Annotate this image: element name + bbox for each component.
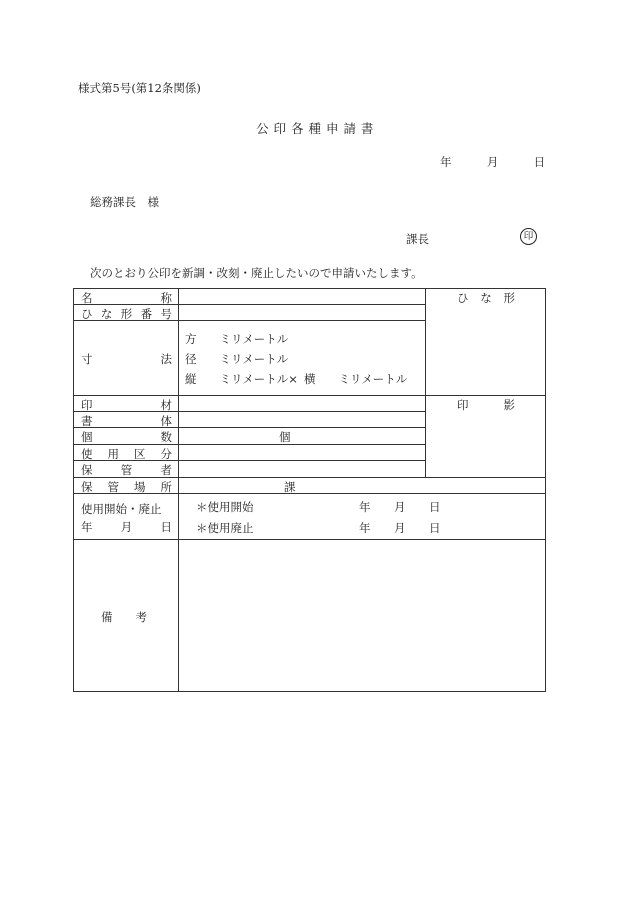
impression-label [457,397,515,413]
label-char: 分 [160,447,172,461]
form-code: 様式第5号(第12条関係) [78,81,201,95]
intro-text: 次のとおり公印を新調・改刻・廃止したいので申請いたします。 [90,266,423,280]
sample-number-label [81,306,172,322]
label-char: な [100,307,113,321]
chief-label: 課長 [406,232,429,246]
label-char: 書 [81,414,93,428]
period-end-label: ＊使用廃止 [196,521,254,535]
date-month: 月 [486,155,499,169]
label-char: 保 [81,480,93,494]
label-char: 名 [81,291,93,305]
period-start-day: 日 [429,500,441,514]
size-label [81,351,172,367]
addressee: 総務課長 様 [90,195,159,209]
date-year: 年 [440,155,452,169]
sample-label [457,290,515,306]
column-divider [425,289,426,477]
size-vertical-line: 縦 ミリメートル× [185,372,298,386]
label-char: 体 [160,414,172,428]
label-char: 備 [101,610,113,624]
label-char: 印 [81,398,93,412]
period-start-month: 月 [394,500,406,514]
period-start-year: 年 [359,500,371,514]
application-form-table [73,288,546,692]
period-end-day: 日 [429,521,441,535]
date-day: 日 [533,155,546,169]
period-label-line2 [81,519,172,535]
label-char: 号 [160,307,172,321]
label-char: 形 [503,291,515,305]
count-label [81,429,172,445]
typeface-label [81,413,172,429]
size-horizontal-line: 横 ミリメートル [304,372,408,386]
label-char: ひ [81,307,93,321]
period-label-line1: 使用開始・廃止 [81,502,162,516]
label-char: 影 [503,398,515,412]
period-start-label: ＊使用開始 [196,500,254,514]
label-char: 称 [160,291,172,305]
label-char: 場 [134,480,146,494]
label-char: 年 [81,520,93,534]
remarks-label [101,609,147,625]
label-char: 番 [140,307,153,321]
label-char: 保 [81,463,93,477]
label-char: 月 [120,520,133,534]
label-char: な [480,291,492,305]
document-title: 公 印 各 種 申 請 書 [256,121,374,136]
usage-label [81,446,172,462]
count-unit: 個 [279,430,291,444]
label-char: 管 [107,480,119,494]
table-divider [74,395,545,396]
size-diameter-line: 径 ミリメートル [185,352,289,366]
label-char: 個 [81,430,93,444]
location-unit: 課 [284,480,296,494]
material-label [81,397,172,413]
label-char: 数 [160,430,172,444]
label-char: 管 [120,463,133,477]
period-end-month: 月 [394,521,406,535]
column-divider [178,289,179,691]
label-char: ひ [457,291,469,305]
application-date [440,154,545,170]
name-label [81,290,172,306]
label-char: 者 [160,463,172,477]
custodian-label [81,462,172,478]
label-char: 用 [107,447,119,461]
label-char: 区 [134,447,146,461]
label-char: 寸 [81,352,93,366]
table-divider [74,539,545,540]
label-char: 形 [120,307,133,321]
label-char: 印 [457,398,469,412]
label-char: 所 [160,480,172,494]
label-char: 日 [160,520,172,534]
location-label [81,479,172,495]
seal-mark: 印 [520,228,537,245]
label-char: 材 [160,398,172,412]
size-square-line: 方 ミリメートル [185,332,289,346]
label-char: 法 [160,352,172,366]
period-end-year: 年 [359,521,371,535]
label-char: 使 [81,447,93,461]
label-char: 考 [135,610,147,624]
